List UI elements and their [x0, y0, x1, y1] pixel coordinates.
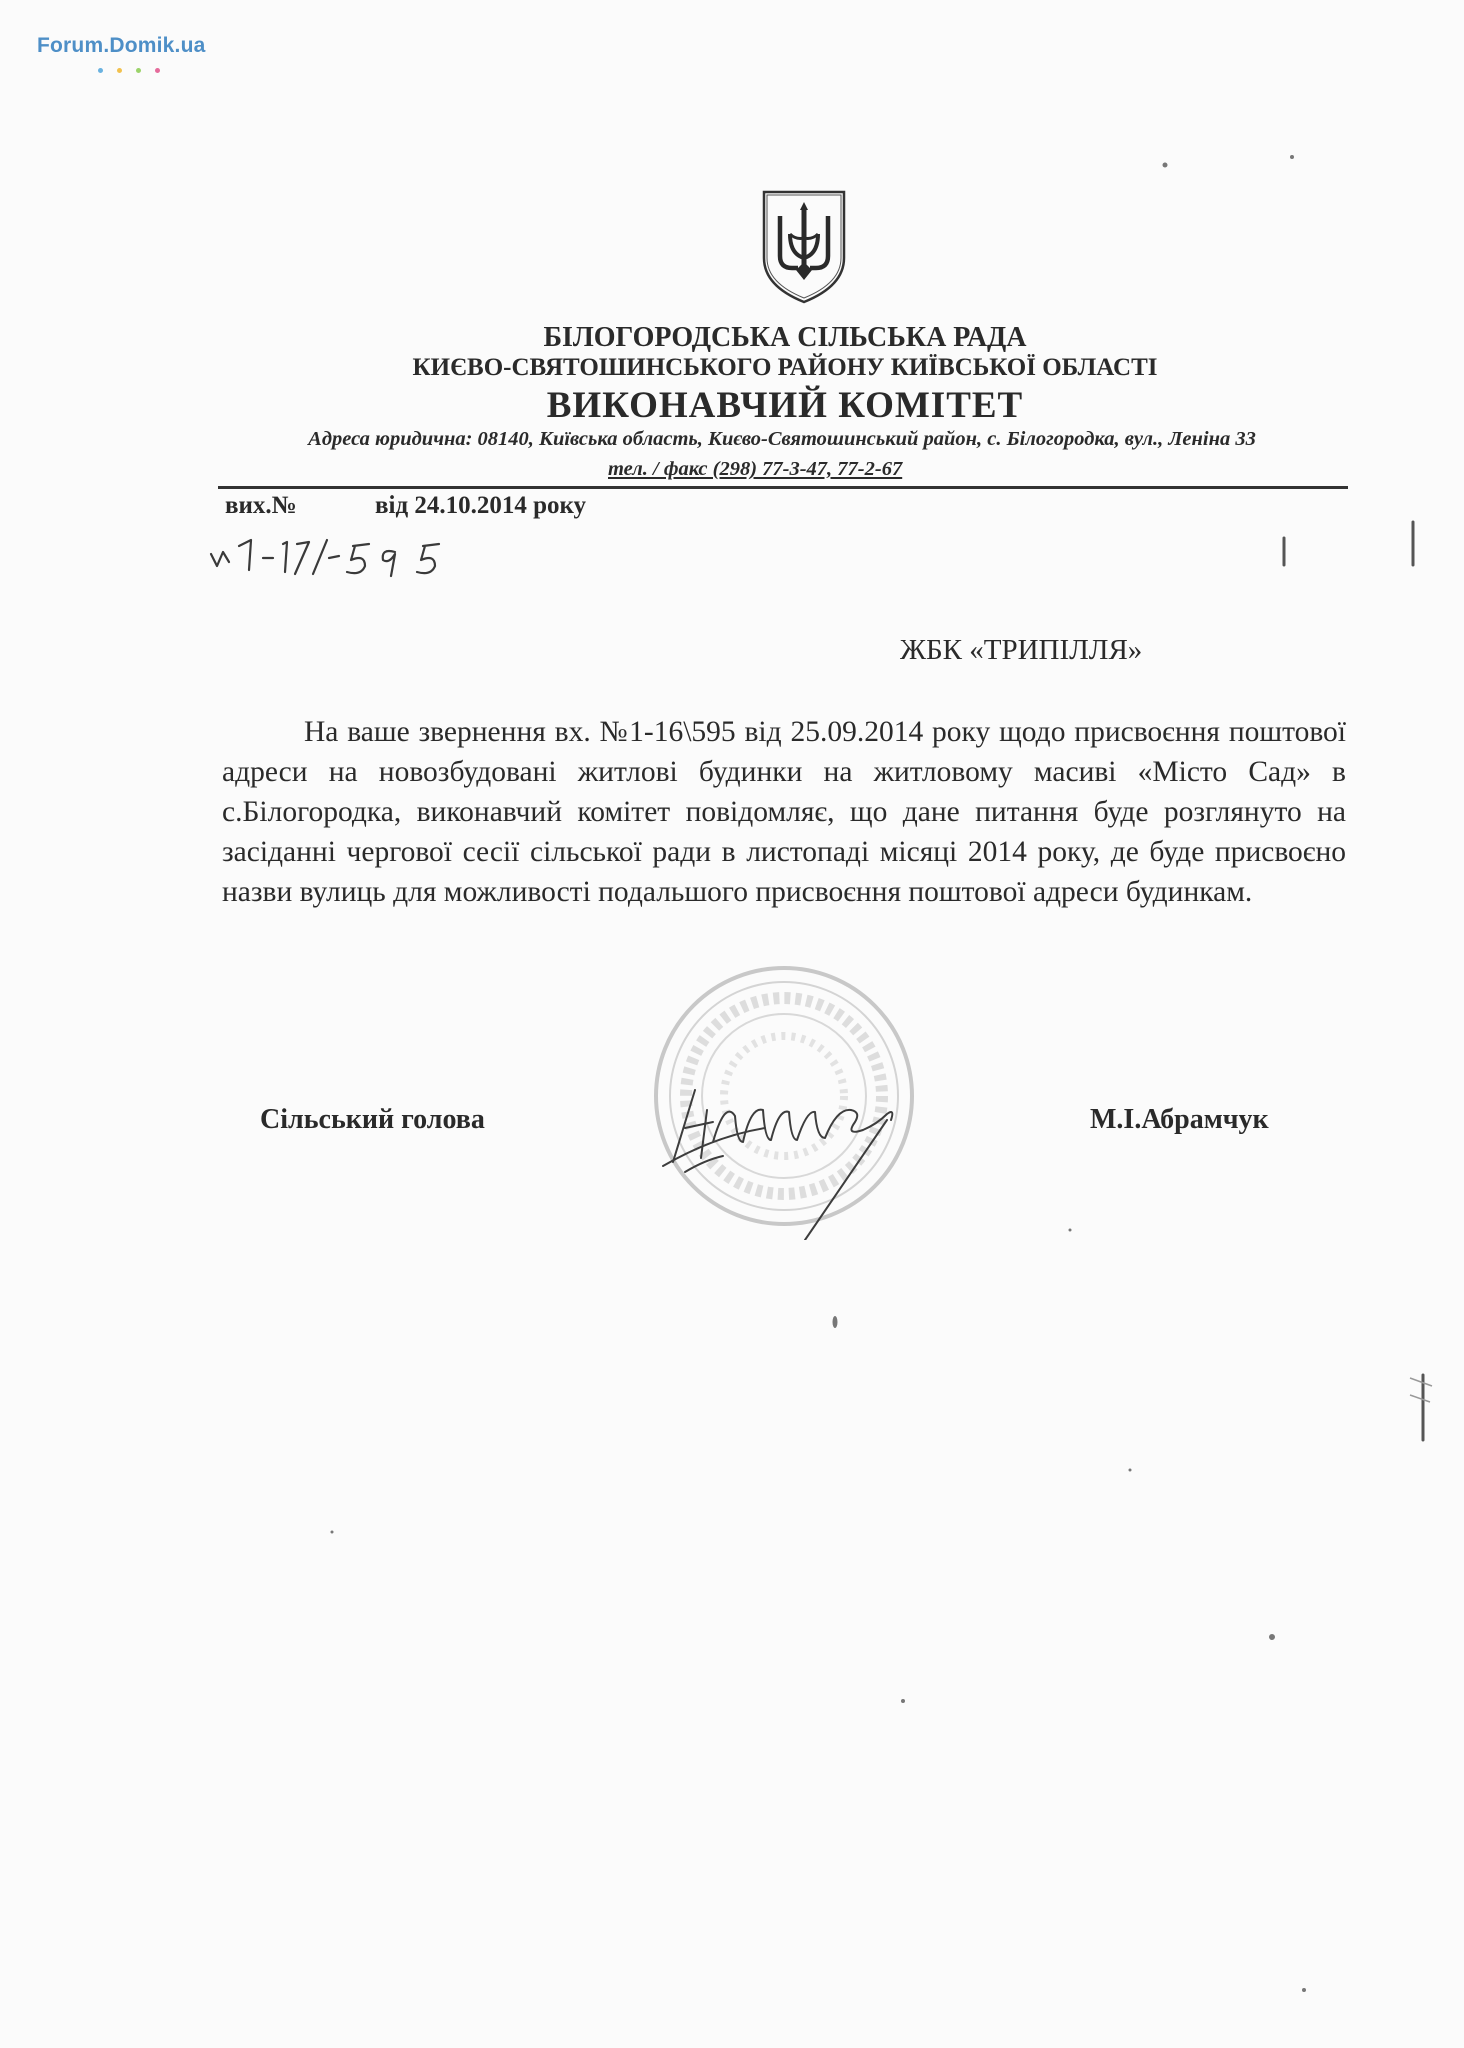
- letter-body-text: На ваше звернення вх. №1-16\595 від 25.09.2014 року щодо присвоєння поштової адреси на новозбудовані житлові будинки на житловому масиві «Місто Сад» в с.Білогородка, виконавчий комітет повідомляє, що дане питання буде розглянуто на засіданні чергової сесії сільської ради в листопаді місяці 2014 року, де буде присвоєно назви вулиць для можливості подальшого присвоєння поштової адреси будинкам.: [222, 716, 1346, 908]
- signatory-name: М.І.Абрамчук: [1090, 1104, 1269, 1135]
- recipient: ЖБК «ТРИПІЛЛЯ»: [900, 634, 1143, 666]
- letter-date: від 24.10.2014 року: [375, 492, 587, 519]
- letter-body: [222, 712, 1346, 912]
- watermark-dot: [117, 68, 122, 73]
- outgoing-number-label: вих.№: [225, 492, 297, 519]
- org-name-line1: БІЛОГОРОДСЬКА СІЛЬСЬКА РАДА: [543, 322, 1027, 353]
- watermark-dot: [98, 68, 103, 73]
- handwritten-signature: [655, 1050, 955, 1240]
- watermark-dot: [155, 68, 160, 73]
- handwritten-reference-number: [205, 532, 475, 582]
- watermark-dots: [98, 60, 170, 68]
- site-watermark: Forum.Domik.ua: [37, 34, 206, 57]
- org-name-line2: КИЄВО-СВЯТОШИНСЬКОГО РАЙОНУ КИЇВСЬКОЇ ОБЛАСТІ: [412, 354, 1158, 381]
- header-divider: [218, 486, 1348, 489]
- signatory-title: Сільський голова: [260, 1104, 485, 1135]
- phone-fax: тел. / факс (298) 77-3-47, 77-2-67: [608, 458, 903, 480]
- watermark-dot: [136, 68, 141, 73]
- trident-coat-of-arms-icon: [760, 188, 848, 306]
- legal-address: Адреса юридична: 08140, Київська область, Києво-Святошинський район, с. Білогородка, вул., Леніна 33: [308, 428, 1256, 450]
- org-name-line3: ВИКОНАВЧИЙ КОМІТЕТ: [546, 385, 1024, 426]
